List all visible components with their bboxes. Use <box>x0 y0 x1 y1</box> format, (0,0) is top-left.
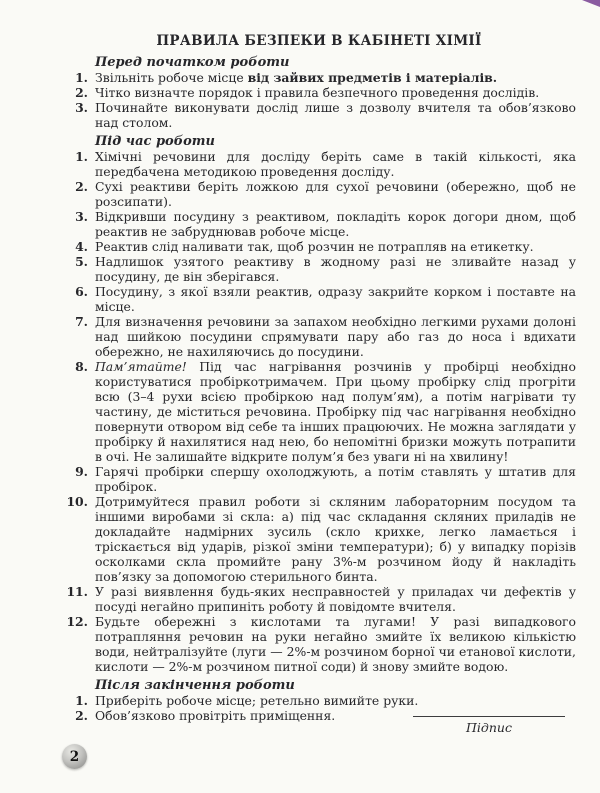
item-text-segment: Приберіть робоче місце; ретельно вимийте руки. <box>95 693 419 708</box>
item-text <box>95 494 576 584</box>
item-text-segment: Гарячі пробірки спершу охолоджують, а потім ставлять у штатив для пробірок. <box>95 464 576 494</box>
list-item <box>62 149 576 179</box>
item-text-segment: Хімічні речовини для досліду беріть саме в такій кількості, яка передбачена методикою проведення досліду. <box>95 149 576 179</box>
item-text-segment: Надлишок узятого реактиву в жодному разі не зливайте назад у посудину, де він зберігався. <box>95 254 576 284</box>
page-corner-decoration-icon <box>582 0 600 7</box>
item-number: 12. <box>66 614 88 629</box>
item-text <box>95 209 576 239</box>
item-text-segment: від зайвих предметів і матеріалів. <box>247 70 498 85</box>
item-number: 1. <box>75 70 88 85</box>
list-item <box>62 254 576 284</box>
item-text <box>95 314 576 359</box>
page-title: ПРАВИЛА БЕЗПЕКИ В КАБІНЕТІ ХІМІЇ <box>156 33 482 49</box>
list-item <box>62 584 576 614</box>
item-text-segment: Дотримуйтеся правил роботи зі скляним лабораторним посудом та іншими виробами зі скла: а) під час складання скляних приладів не докладайте надмірних зусиль (скло крихке, легко ламається і тріскається від ударів, різкої зміни температури); б) у випадку порізів осколками скла промийте рану 3%-м розчином йоду й накладіть пов’язку за допомогою стерильного бинта. <box>95 494 576 584</box>
list-item <box>62 100 576 130</box>
item-number: 3. <box>75 100 88 115</box>
item-number: 2. <box>75 85 88 100</box>
item-text-segment: Для визначення речовини за запахом необхідно легкими рухами долоні над шийкою посудини спрямувати пару або газ до носа і вдихати обережно, не нахиляючись до посудини. <box>95 314 576 359</box>
list-item <box>62 359 576 464</box>
item-text <box>95 464 576 494</box>
page-number-badge: 2 <box>62 744 87 769</box>
item-number: 7. <box>75 314 88 329</box>
item-text-segment: Пам’ятайте! <box>95 359 200 374</box>
item-number: 1. <box>75 693 88 708</box>
item-text <box>95 85 576 100</box>
list-item <box>62 70 576 85</box>
item-text-segment: Під час нагрівання розчинів у пробірці необхідно користуватися пробіркотримачем. При цьому пробірку слід прогріти всю (3–4 рухи всією пробіркою над полум’ям), а потім нагрівати ту частину, де міститься речовина. Пробірку під час нагрівання необхідно повернути отвором від себе та інших працюючих. Не можна заглядати у пробірку й нахилятися над нею, бо непомітні бризки можуть потрапити в очі. Не залишайте відкрите полум’я без уваги ні на хвилину! <box>95 359 577 464</box>
item-text <box>95 70 576 85</box>
item-text-segment: Обов’язково провітріть приміщення. <box>95 708 336 723</box>
item-text <box>95 359 576 464</box>
signature-block <box>413 716 565 735</box>
item-number: 2. <box>75 179 88 194</box>
item-text <box>95 179 576 209</box>
item-text <box>95 239 576 254</box>
item-number: 1. <box>75 149 88 164</box>
list-item <box>62 464 576 494</box>
signature-label: Підпис <box>466 720 512 735</box>
section-heading: Після закінчення роботи <box>95 678 295 693</box>
item-text <box>95 584 576 614</box>
item-text <box>95 693 576 708</box>
list-item <box>62 284 576 314</box>
item-text-segment: Сухі реактиви беріть ложкою для сухої речовини (обережно, щоб не розсипати). <box>95 179 576 209</box>
item-number: 3. <box>75 209 88 224</box>
item-number: 8. <box>75 359 88 374</box>
item-text-segment: Відкривши посудину з реактивом, покладіть корок догори дном, щоб реактив не забруднював робоче місце. <box>95 209 576 239</box>
list-item <box>62 314 576 359</box>
item-text-segment: Будьте обережні з кислотами та лугами! У разі випадкового потрапляння речовин на руки негайно змийте їх великою кількістю води, нейтралізуйте (луги — 2%-м розчином борної чи етанової кислоти, кислоти — 2%-м розчином питної соди) й знову змийте водою. <box>95 614 576 674</box>
list-item <box>62 209 576 239</box>
item-number: 5. <box>75 254 88 269</box>
section-heading: Перед початком роботи <box>95 55 290 70</box>
list-item <box>62 85 576 100</box>
item-number: 10. <box>66 494 88 509</box>
item-text-segment: Посудину, з якої взяли реактив, одразу закрийте корком і поставте на місце. <box>95 284 576 314</box>
section-heading: Під час роботи <box>95 134 215 149</box>
sections <box>62 55 576 723</box>
item-text <box>95 149 576 179</box>
list-item <box>62 614 576 674</box>
item-text-segment: У разі виявлення будь-яких несправностей у приладах чи дефектів у посуді негайно припиніть роботу й повідомте вчителя. <box>95 584 576 614</box>
item-text <box>95 614 576 674</box>
list-item <box>62 239 576 254</box>
item-number: 4. <box>75 239 88 254</box>
item-text-segment: Чітко визначте порядок і правила безпечного проведення дослідів. <box>95 85 540 100</box>
item-number: 2. <box>75 708 88 723</box>
item-text <box>95 254 576 284</box>
list-item <box>62 179 576 209</box>
item-number: 9. <box>75 464 88 479</box>
item-number: 6. <box>75 284 88 299</box>
item-text-segment: Починайте виконувати дослід лише з дозволу вчителя та обов’язково над столом. <box>95 100 576 130</box>
item-text <box>95 100 576 130</box>
list-item <box>62 693 576 708</box>
item-text-segment: Реактив слід наливати так, щоб розчин не потрапляв на етикетку. <box>95 239 534 254</box>
list-item <box>62 494 576 584</box>
item-text <box>95 284 576 314</box>
item-number: 11. <box>66 584 88 599</box>
item-text-segment: Звільніть робоче місце <box>95 70 248 85</box>
